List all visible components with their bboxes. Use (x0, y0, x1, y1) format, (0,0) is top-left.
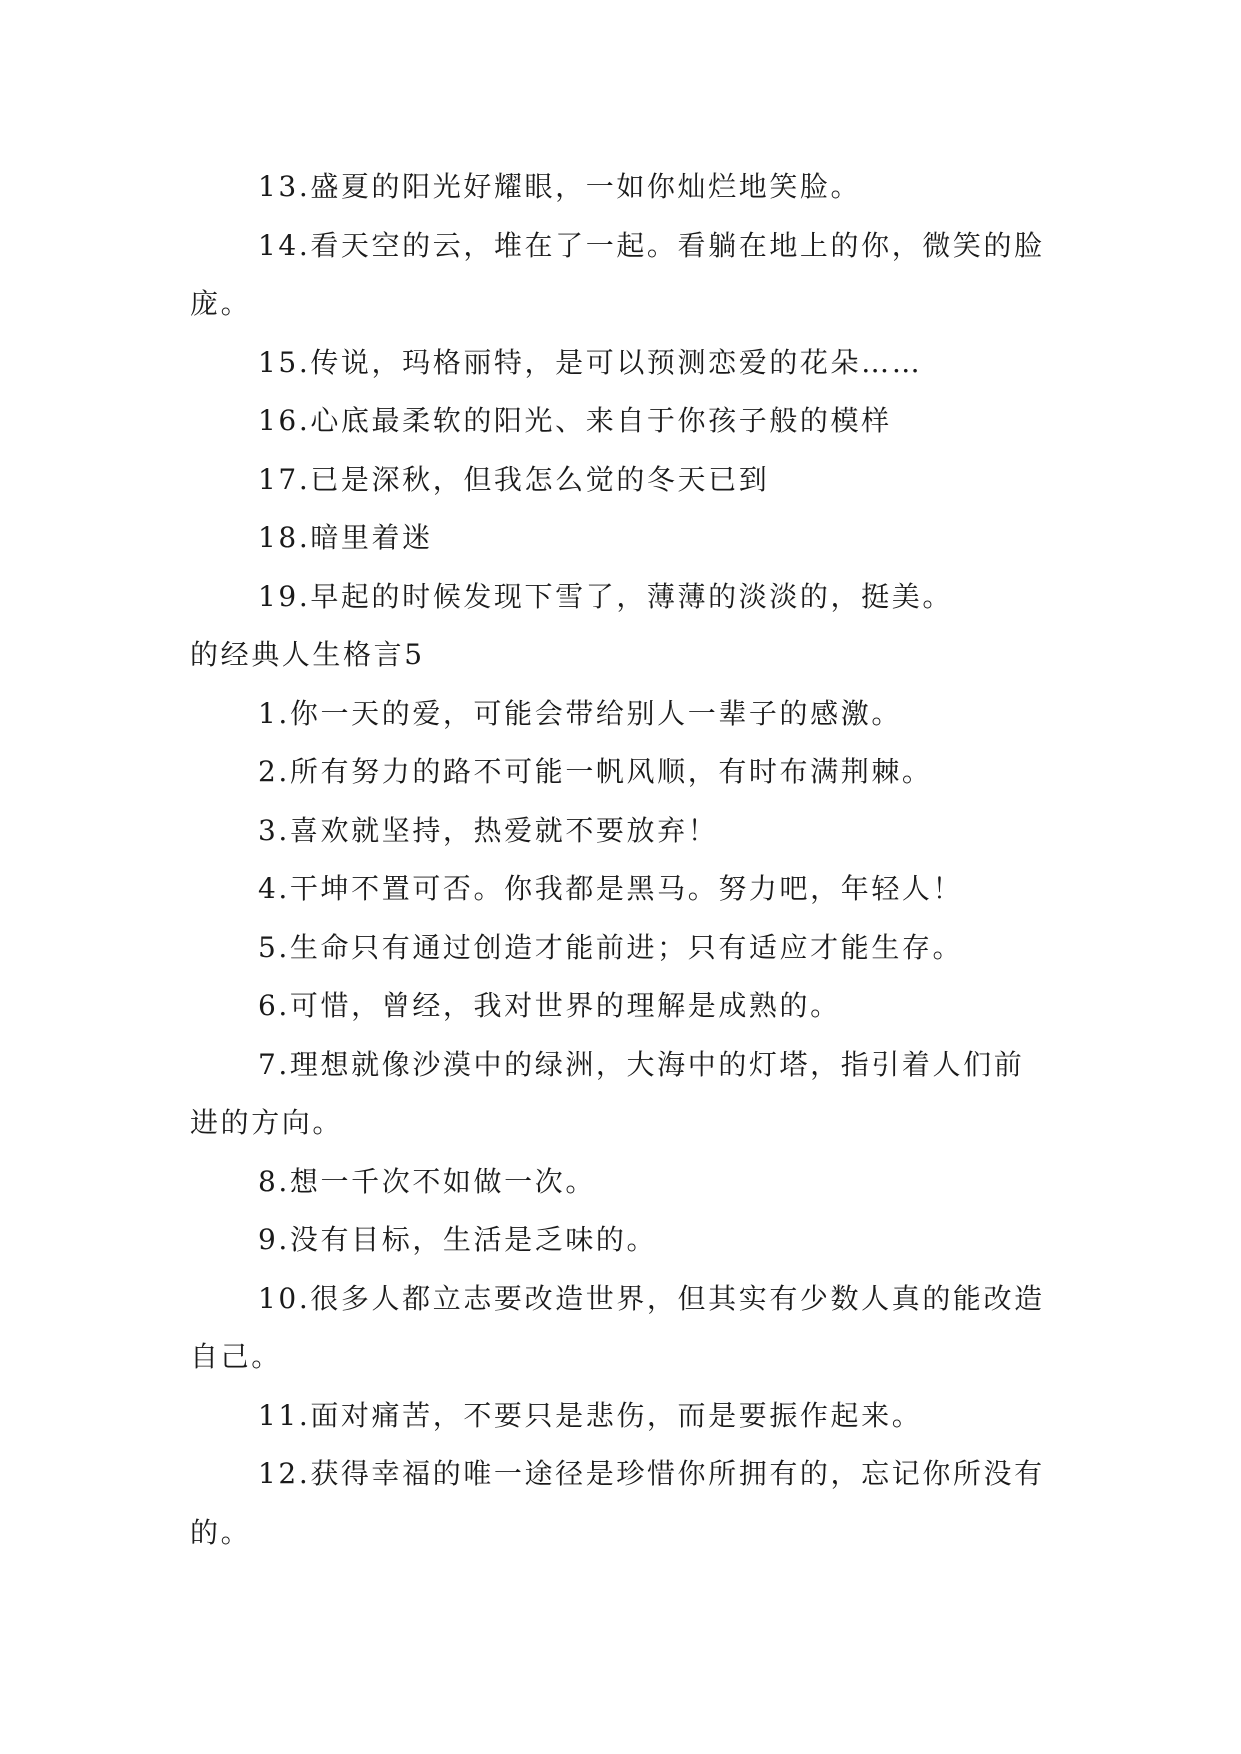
paragraph-quote-13: 13.盛夏的阳光好耀眼，一如你灿烂地笑脸。 (258, 170, 862, 203)
paragraph-quote-18: 18.暗里着迷 (258, 521, 433, 554)
paragraph-quote-15: 15.传说，玛格丽特，是可以预测恋爱的花朵…… (258, 345, 923, 379)
paragraph-quote-17: 17.已是深秋，但我怎么觉的冬天已到 (258, 462, 770, 496)
paragraph-quote-2: 2.所有努力的路不可能一帆风顺，有时布满荆棘。 (258, 755, 933, 788)
paragraph-quote-9: 9.没有目标，生活是乏味的。 (258, 1223, 658, 1256)
paragraph-quote-14: 14.看天空的云，堆在了一起。看躺在地上的你，微笑的脸庞。 (190, 228, 1045, 320)
document-body (190, 158, 1050, 1562)
paragraph-quote-10: 10.很多人都立志要改造世界，但其实有少数人真的能改造自己。 (190, 1281, 1045, 1373)
paragraph-quote-12: 12.获得幸福的唯一途径是珍惜你所拥有的，忘记你所没有的。 (190, 1457, 1045, 1549)
paragraph-quote-7: 7.理想就像沙漠中的绿洲，大海中的灯塔，指引着人们前进的方向。 (190, 1047, 1025, 1139)
paragraph-quote-8: 8.想一千次不如做一次。 (258, 1164, 596, 1198)
paragraph-quote-3: 3.喜欢就坚持，热爱就不要放弃！ (258, 813, 719, 847)
paragraph-quote-5: 5.生命只有通过创造才能前进；只有适应才能生存。 (258, 930, 964, 964)
paragraph-quote-4: 4.干坤不置可否。你我都是黑马。努力吧，年轻人！ (258, 872, 964, 905)
paragraph-quote-1: 1.你一天的爱，可能会带给别人一辈子的感激。 (258, 696, 902, 730)
paragraph-quote-11: 11.面对痛苦，不要只是悲伤，而是要振作起来。 (258, 1398, 923, 1432)
paragraph-quote-6: 6.可惜，曾经，我对世界的理解是成熟的。 (258, 989, 841, 1022)
paragraph-quote-16: 16.心底最柔软的阳光、来自于你孩子般的模样 (258, 404, 892, 437)
paragraph-quote-19: 19.早起的时候发现下雪了，薄薄的淡淡的，挺美。 (258, 579, 953, 613)
section-heading: 的经典人生格言5 (190, 638, 425, 671)
